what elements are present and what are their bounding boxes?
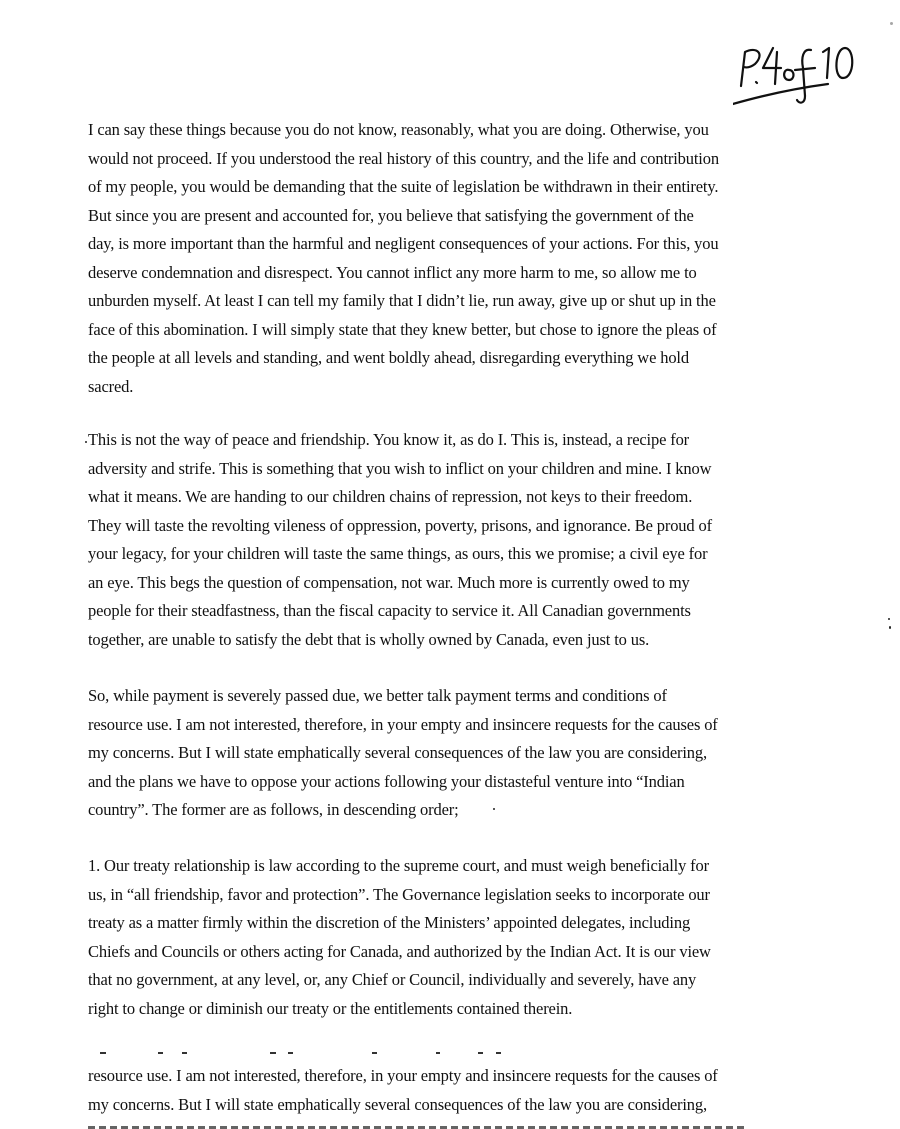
paragraph-2 [88, 426, 768, 654]
text-line: an eye. This begs the question of compensation, not war. Much more is currently owed to my [88, 572, 690, 592]
text-line: my concerns. But I will state emphatically several consequences of the law you are considering, [88, 1094, 707, 1114]
handwritten-page-number-drawing [733, 38, 863, 118]
text-line: us, in “all friendship, favor and protection”. The Governance legislation seeks to incorporate our [88, 884, 710, 904]
text-line: I can say these things because you do not know, reasonably, what you are doing. Otherwise, you [88, 120, 709, 139]
text-line: But since you are present and accounted for, you believe that satisfying the government of the [88, 205, 694, 225]
scan-speck [85, 441, 87, 443]
paragraph-4-numbered-item-1 [88, 852, 768, 1023]
text-line: the people at all levels and standing, and went boldly ahead, disregarding everything we hold [88, 348, 689, 367]
text-line: that no government, at any level, or, any Chief or Council, individually and severely, have any [88, 970, 697, 989]
paragraph-5-fragment [88, 1062, 768, 1119]
text-line: people for their steadfastness, than the fiscal capacity to service it. All Canadian governments [88, 601, 691, 620]
text-line: treaty as a matter firmly within the discretion of the Ministers’ appointed delegates, including [88, 913, 691, 932]
text-line: resource use. I am not interested, therefore, in your empty and insincere requests for the causes of [88, 1066, 718, 1085]
cut-off-text-line [88, 1122, 748, 1129]
text-line: adversity and strife. This is something that you wish to inflict on your children and mine. I know [88, 458, 712, 478]
text-line: They will taste the revolting vileness of oppression, poverty, prisons, and ignorance. Be proud of [88, 515, 712, 535]
scan-speck [889, 626, 891, 629]
scan-speck [493, 808, 495, 810]
text-line: my concerns. But I will state emphatically several consequences of the law you are considering, [88, 743, 707, 762]
text-line: This is not the way of peace and friendship. You know it, as do I. This is, instead, a recipe for [88, 430, 690, 449]
paragraph-3 [88, 682, 768, 825]
text-line: So, while payment is severely passed due, we better talk payment terms and conditions of [88, 686, 667, 705]
text-line: sacred. [88, 376, 134, 396]
text-line: deserve condemnation and disrespect. You cannot inflict any more harm to me, so allow me to [88, 262, 697, 282]
text-line: 1. Our treaty relationship is law according to the supreme court, and must weigh beneficially for [88, 856, 709, 875]
text-line: together, are unable to satisfy the debt that is wholly owned by Canada, even just to us. [88, 629, 650, 649]
text-line: day, is more important than the harmful and negligent consequences of your actions. For this, you [88, 234, 719, 253]
text-line: and the plans we have to oppose your actions following your distasteful venture into “Indian [88, 771, 685, 791]
text-line: resource use. I am not interested, therefore, in your empty and insincere requests for the causes of [88, 714, 718, 734]
text-line: right to change or diminish our treaty or the entitlements contained therein. [88, 998, 573, 1018]
text-line: Chiefs and Councils or others acting for Canada, and authorized by the Indian Act. It is our view [88, 941, 711, 961]
text-line: unburden myself. At least I can tell my family that I didn’t lie, run away, give up or shut up in the [88, 291, 716, 310]
paragraph-1 [88, 116, 768, 401]
handwritten-page-number [733, 38, 863, 118]
text-line: would not proceed. If you understood the real history of this country, and the life and contribution [88, 148, 719, 168]
text-line: your legacy, for your children will taste the same things, as ours, this we promise; a civil eye for [88, 544, 708, 563]
scan-artifact-dashes [100, 1050, 520, 1056]
scan-speck [890, 22, 893, 25]
text-line: of my people, you would be demanding that the suite of legislation be withdrawn in their entirety. [88, 177, 719, 196]
text-line: what it means. We are handing to our children chains of repression, not keys to their freedom. [88, 487, 693, 506]
text-line: country”. The former are as follows, in descending order; [88, 800, 459, 819]
scan-speck [888, 618, 890, 620]
text-line: face of this abomination. I will simply state that they knew better, but chose to ignore the pleas of [88, 319, 717, 339]
